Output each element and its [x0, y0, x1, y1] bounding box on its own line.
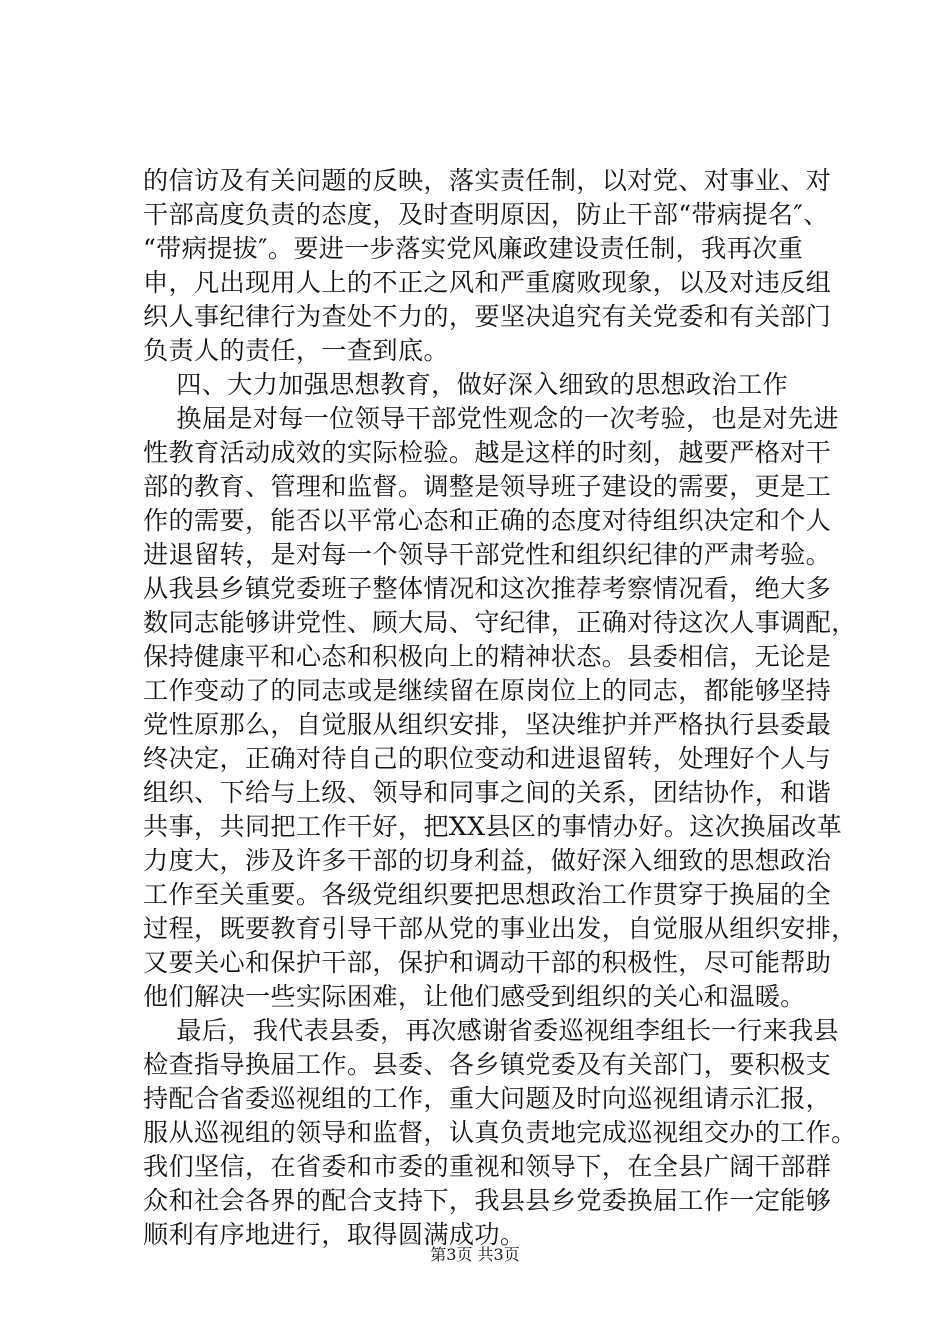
- text-line: 又要关心和保护干部，保护和调动干部的积极性，尽可能帮助: [143, 948, 832, 977]
- text-line: 换届是对每一位领导干部党性观念的一次考验，也是对先进: [143, 404, 839, 433]
- text-line: 组织、下给与上级、领导和同事之间的关系，团结协作，和谐: [143, 778, 832, 807]
- paragraph: [143, 164, 863, 368]
- text-line: 我们坚信，在省委和市委的重视和领导下，在全县广阔干部群: [143, 1152, 832, 1181]
- text-line: 检查指导换届工作。县委、各乡镇党委及有关部门，要积极支: [143, 1050, 832, 1079]
- text-line: 服从巡视组的领导和监督，认真负责地完成巡视组交办的工作。: [143, 1118, 857, 1147]
- text-line: 顺利有序地进行，取得圆满成功。: [143, 1220, 526, 1249]
- section-heading: [143, 368, 863, 402]
- text-line: 过程，既要教育引导干部从党的事业出发，自觉服从组织安排，: [143, 914, 857, 943]
- text-line: 众和社会各界的配合支持下，我县县乡党委换届工作一定能够: [143, 1186, 832, 1215]
- text-line: 保持健康平和心态和积极向上的精神状态。县委相信，无论是: [143, 642, 832, 671]
- page-footer: 第3页 共3页: [430, 1245, 520, 1264]
- text-line: 四、大力加强思想教育，做好深入细致的思想政治工作: [143, 370, 788, 399]
- text-line: 他们解决一些实际困难，让他们感受到组织的关心和温暖。: [143, 982, 806, 1011]
- text-line: 织人事纪律行为查处不力的，要坚决追究有关党委和有关部门: [143, 302, 832, 331]
- text-line: 党性原那么，自觉服从组织安排，坚决维护并严格执行县委最: [143, 710, 832, 739]
- text-line: 干部高度负责的态度，及时查明原因，防止干部“带病提名″、: [143, 200, 829, 229]
- text-line: 最后，我代表县委，再次感谢省委巡视组李组长一行来我县: [143, 1016, 839, 1045]
- text-line: 共事，共同把工作干好，把XX县区的事情办好。这次换届改革: [143, 812, 843, 841]
- text-line: 进退留转，是对每一个领导干部党性和组织纪律的严肃考验。: [143, 540, 832, 569]
- text-line: 负责人的责任，一查到底。: [143, 336, 449, 365]
- text-line: 力度大，涉及许多干部的切身利益，做好深入细致的思想政治: [143, 846, 832, 875]
- paragraph: [143, 1014, 863, 1252]
- text-line: 从我县乡镇党委班子整体情况和这次推荐考察情况看，绝大多: [143, 574, 832, 603]
- text-line: 申，凡出现用人上的不正之风和严重腐败现象，以及对违反组: [143, 268, 832, 297]
- text-line: 性教育活动成效的实际检验。越是这样的时刻，越要严格对干: [143, 438, 832, 467]
- document-body: [143, 164, 863, 1252]
- text-line: 终决定，正确对待自己的职位变动和进退留转，处理好个人与: [143, 744, 832, 773]
- paragraph: [143, 402, 863, 1014]
- text-line: 部的教育、管理和监督。调整是领导班子建设的需要，更是工: [143, 472, 832, 501]
- text-line: “带病提拔″。要进一步落实党风廉政建设责任制，我再次重: [143, 234, 804, 263]
- text-line: 的信访及有关问题的反映，落实责任制，以对党、对事业、对: [143, 166, 832, 195]
- text-line: 工作至关重要。各级党组织要把思想政治工作贯穿于换届的全: [143, 880, 832, 909]
- text-line: 作的需要，能否以平常心态和正确的态度对待组织决定和个人: [143, 506, 832, 535]
- text-line: 数同志能够讲党性、顾大局、守纪律，正确对待这次人事调配，: [143, 608, 857, 637]
- text-line: 工作变动了的同志或是继续留在原岗位上的同志，都能够坚持: [143, 676, 832, 705]
- text-line: 持配合省委巡视组的工作，重大问题及时向巡视组请示汇报，: [143, 1084, 832, 1113]
